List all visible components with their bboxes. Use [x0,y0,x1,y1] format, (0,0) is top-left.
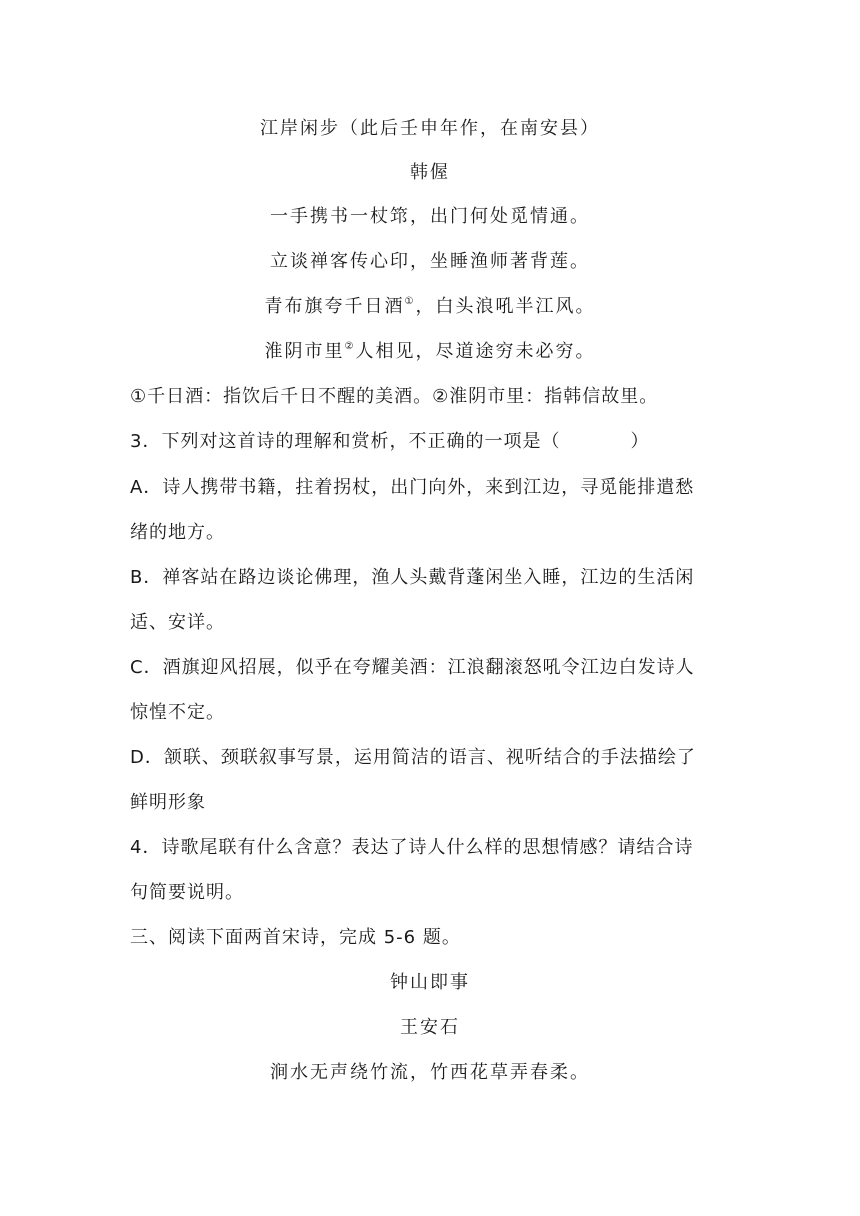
option-c-line-2: 惊惶不定。 [130,702,225,723]
poem1-author: 韩偓 [410,162,450,183]
poem2-title: 钟山即事 [390,972,470,993]
poem1-line-3-text: 青布旗夸千日酒 [264,296,405,317]
poem1-line-4-rest: 人相见，尽道途穷未必穷。 [355,341,596,362]
question-3-paren: ） [630,431,650,452]
poem1-line-3 [0,294,860,320]
option-d-line-1: D．颔联、颈联叙事写景，运用简洁的语言、视听结合的手法描绘了 [130,747,696,768]
option-c-line-1: C．酒旗迎风招展，似乎在夸耀美酒：江浪翻滚怒吼令江边白发诗人 [130,657,695,678]
poem1-title: 江岸闲步（此后壬申年作，在南安县） [260,118,600,139]
footnote-mark-1: ① [404,296,416,307]
question-3-stem [130,429,730,455]
poem2-line-1: 涧水无声绕竹流，竹西花草弄春柔。 [270,1062,590,1083]
section-3-heading: 三、阅读下面两首宋诗，完成 5-6 题。 [130,927,461,948]
question-4-line-2: 句简要说明。 [130,882,244,903]
option-b-line-2: 适、安详。 [130,612,225,633]
poem1-line-4 [0,339,860,365]
footnote-mark-2: ② [344,341,356,352]
option-d-line-2: 鲜明形象 [130,792,206,813]
option-a-line-2: 绪的地方。 [130,522,225,543]
option-a-line-1: A．诗人携带书籍，拄着拐杖，出门向外，来到江边，寻觅能排遣愁 [130,477,695,498]
footnotes: ①千日酒：指饮后千日不醒的美酒。②淮阴市里：指韩信故里。 [130,386,659,407]
poem2-author: 王安石 [400,1017,460,1038]
question-4-line-1: 4．诗歌尾联有什么含意？表达了诗人什么样的思想情感？请结合诗 [130,837,694,858]
poem1-line-1: 一手携书一杖筇，出门何处觅情通。 [270,206,590,227]
poem1-line-4-text: 淮阴市里 [264,341,345,362]
question-3-text: 3．下列对这首诗的理解和赏析，不正确的一项是（ [130,431,561,452]
option-b-line-1: B．禅客站在路边谈论佛理，渔人头戴背蓬闲坐入睡，江边的生活闲 [130,567,695,588]
poem1-line-2: 立谈禅客传心印，坐睡渔师著背莲。 [270,251,590,272]
poem1-line-3-rest: ，白头浪吼半江风。 [415,296,596,317]
